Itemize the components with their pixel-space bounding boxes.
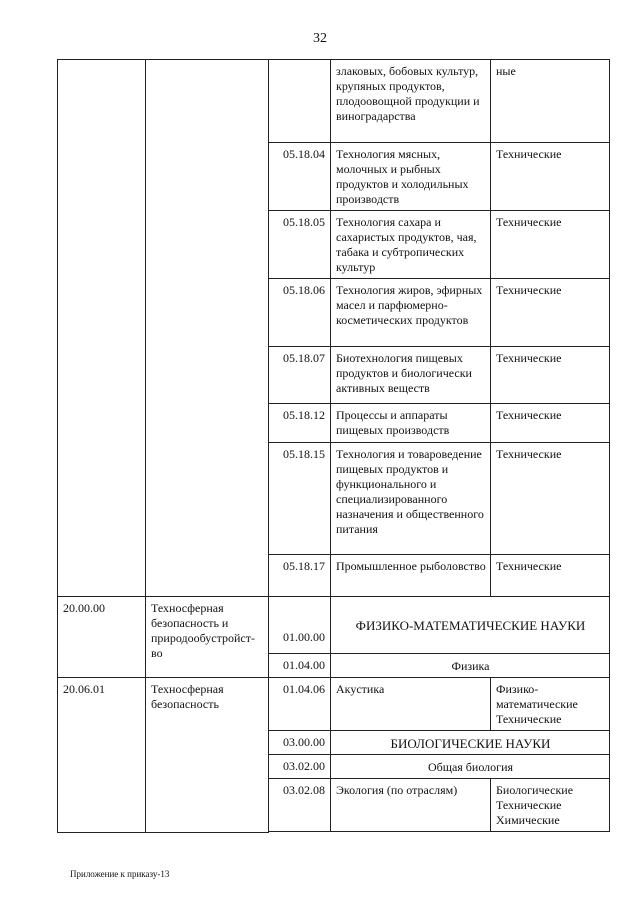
specialty-name-cell: злаковых, бобовых культур, крупяных продуктов, плодоовощной продукции и виноградарства	[331, 60, 491, 143]
specialty-code-cell: 05.18.04	[269, 143, 331, 211]
enlarged-group-code-cell: 20.06.01	[58, 678, 146, 833]
empty-cell	[269, 832, 331, 833]
science-branch-cell: Технические	[491, 143, 610, 211]
science-branch-cell: Технические	[491, 279, 610, 347]
specialty-code-cell: 01.04.06	[269, 678, 331, 731]
section-title-cell: ФИЗИКО-МАТЕМАТИЧЕСКИЕ НАУКИ	[331, 597, 610, 654]
science-branch-cell: Биологические Технические Химические	[491, 779, 610, 832]
science-branch-cell: Технические	[491, 555, 610, 597]
specialty-name-cell: Промышленное рыболовство	[331, 555, 491, 597]
specialty-code-cell: 03.02.08	[269, 779, 331, 832]
subsection-code-cell: 01.04.00	[269, 654, 331, 678]
science-branch-cell: Технические	[491, 443, 610, 555]
specialty-code-cell: 05.18.17	[269, 555, 331, 597]
specialty-name-cell: Экология (по отраслям)	[331, 779, 491, 832]
specialty-code-cell: 05.18.07	[269, 347, 331, 404]
specialty-name-cell: Технология сахара и сахаристых продуктов, чая, табака и субтропических культур	[331, 211, 491, 279]
table-row	[58, 597, 610, 654]
empty-cell	[491, 832, 610, 833]
science-branch-cell: Технические	[491, 347, 610, 404]
specialty-name-cell: Акустика	[331, 678, 491, 731]
subsection-title-cell: Физика	[331, 654, 610, 678]
enlarged-group-code-cell	[58, 60, 146, 597]
specialty-code-cell: 05.18.15	[269, 443, 331, 555]
science-branch-cell: Технические	[491, 211, 610, 279]
specialty-code-cell	[269, 60, 331, 143]
specialty-name-cell: Биотехнология пищевых продуктов и биологически активных веществ	[331, 347, 491, 404]
enlarged-group-name-cell: Техносферная безопасность	[146, 678, 269, 833]
specialty-name-cell: Технология мясных, молочных и рыбных продуктов и холодильных производств	[331, 143, 491, 211]
science-branch-cell: Технические	[491, 404, 610, 443]
subsection-title-cell: Общая биология	[331, 755, 610, 779]
science-branch-cell: ные	[491, 60, 610, 143]
page-number: 32	[313, 31, 327, 46]
specialty-code-cell: 05.18.12	[269, 404, 331, 443]
specialty-code-cell: 05.18.06	[269, 279, 331, 347]
enlarged-group-name-cell	[146, 60, 269, 597]
enlarged-group-name-cell: Техносферная безопасность и природообустройст-во	[146, 597, 269, 678]
specialty-name-cell: Технология жиров, эфирных масел и парфюмерно-косметических продуктов	[331, 279, 491, 347]
specialty-name-cell: Технология и товароведение пищевых продуктов и функционального и специализированного назначения и общественного питания	[331, 443, 491, 555]
section-code-cell: 01.00.00	[269, 597, 331, 654]
specialty-code-cell: 05.18.05	[269, 211, 331, 279]
section-title-cell: БИОЛОГИЧЕСКИЕ НАУКИ	[331, 731, 610, 755]
document-footer: Приложение к приказу-13	[70, 869, 170, 879]
specialties-table	[57, 59, 610, 833]
specialty-name-cell: Процессы и аппараты пищевых производств	[331, 404, 491, 443]
enlarged-group-code-cell: 20.00.00	[58, 597, 146, 678]
table-row	[58, 60, 610, 143]
science-branch-cell: Физико-математические Технические	[491, 678, 610, 731]
table-row	[58, 678, 610, 731]
section-code-cell: 03.00.00	[269, 731, 331, 755]
empty-cell	[331, 832, 491, 833]
subsection-code-cell: 03.02.00	[269, 755, 331, 779]
